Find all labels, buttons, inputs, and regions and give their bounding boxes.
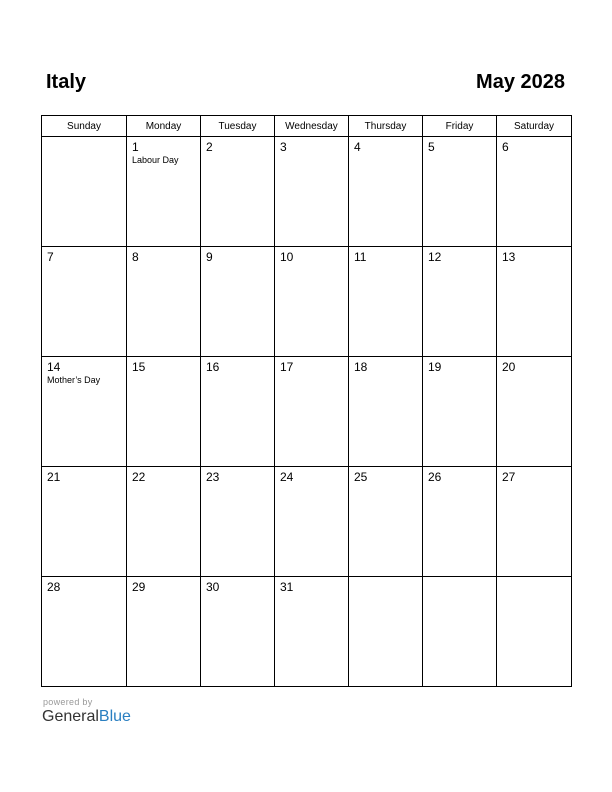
day-cell: [423, 467, 497, 577]
day-number: 22: [132, 470, 146, 484]
week-row: [42, 137, 572, 247]
brand-logo: [42, 707, 131, 727]
week-row: [42, 467, 572, 577]
day-number: 27: [502, 470, 516, 484]
day-cell: [497, 357, 572, 467]
day-cell: [42, 357, 127, 467]
day-number: 9: [206, 250, 213, 264]
country-title: Italy: [46, 71, 87, 93]
weekday-header-tuesday: Tuesday: [201, 116, 275, 137]
day-cell: [275, 357, 349, 467]
day-number: 24: [280, 470, 294, 484]
day-number: 2: [206, 140, 213, 154]
day-number: 3: [280, 140, 287, 154]
day-cell: [42, 137, 127, 247]
weekday-header-thursday: Thursday: [349, 116, 423, 137]
day-cell: [349, 247, 423, 357]
day-number: 8: [132, 250, 139, 264]
weekday-header-friday: Friday: [423, 116, 497, 137]
day-number: 11: [354, 250, 367, 264]
footer-branding: [42, 697, 131, 727]
day-number: 7: [47, 250, 54, 264]
day-number: 23: [206, 470, 220, 484]
day-cell: [201, 467, 275, 577]
day-cell: [349, 577, 423, 687]
day-cell: [275, 247, 349, 357]
day-number: 21: [47, 470, 61, 484]
day-cell: [275, 467, 349, 577]
day-number: 15: [132, 360, 146, 374]
day-cell: [201, 247, 275, 357]
weekday-header-row: [42, 116, 572, 137]
day-number: 5: [428, 140, 435, 154]
day-number: 16: [206, 360, 220, 374]
day-number: 30: [206, 580, 220, 594]
day-cell: [42, 247, 127, 357]
day-number: 4: [354, 140, 361, 154]
day-cell: [127, 247, 201, 357]
day-number: 1: [132, 140, 139, 154]
calendar-grid: [41, 115, 572, 687]
day-cell: [275, 137, 349, 247]
day-number: 6: [502, 140, 509, 154]
day-cell: [497, 137, 572, 247]
day-cell: [42, 467, 127, 577]
day-number: 28: [47, 580, 61, 594]
brand-name-blue: Blue: [98, 708, 131, 725]
day-number: 13: [502, 250, 516, 264]
calendar-header: [46, 71, 565, 99]
day-number: 12: [428, 250, 442, 264]
week-row: [42, 247, 572, 357]
day-cell: [423, 577, 497, 687]
day-number: 29: [132, 580, 146, 594]
day-number: 20: [502, 360, 516, 374]
brand-name-general: General: [42, 708, 99, 725]
powered-by-text: powered by: [43, 697, 93, 707]
weekday-header-monday: Monday: [127, 116, 201, 137]
day-number: 31: [280, 580, 294, 594]
day-number: 17: [280, 360, 294, 374]
day-cell: [423, 137, 497, 247]
holiday-label: Mother’s Day: [47, 375, 101, 385]
day-cell: [127, 577, 201, 687]
day-cell: [497, 467, 572, 577]
day-cell: [127, 357, 201, 467]
weekday-header-sunday: Sunday: [42, 116, 127, 137]
day-cell: [497, 247, 572, 357]
day-number: 26: [428, 470, 442, 484]
month-title: May 2028: [476, 71, 565, 93]
holiday-label: Labour Day: [132, 155, 179, 165]
day-cell: [127, 467, 201, 577]
day-cell: [275, 577, 349, 687]
day-cell: [127, 137, 201, 247]
day-cell: [423, 247, 497, 357]
day-number: 19: [428, 360, 442, 374]
week-row: [42, 577, 572, 687]
day-cell: [349, 467, 423, 577]
day-cell: [201, 577, 275, 687]
day-cell: [201, 137, 275, 247]
weekday-header-saturday: Saturday: [497, 116, 572, 137]
day-cell: [497, 577, 572, 687]
day-cell: [423, 357, 497, 467]
weekday-header-wednesday: Wednesday: [275, 116, 349, 137]
day-cell: [349, 357, 423, 467]
week-row: [42, 357, 572, 467]
day-number: 10: [280, 250, 294, 264]
day-number: 25: [354, 470, 368, 484]
day-cell: [349, 137, 423, 247]
day-number: 18: [354, 360, 368, 374]
day-number: 14: [47, 360, 61, 374]
day-cell: [42, 577, 127, 687]
day-cell: [201, 357, 275, 467]
